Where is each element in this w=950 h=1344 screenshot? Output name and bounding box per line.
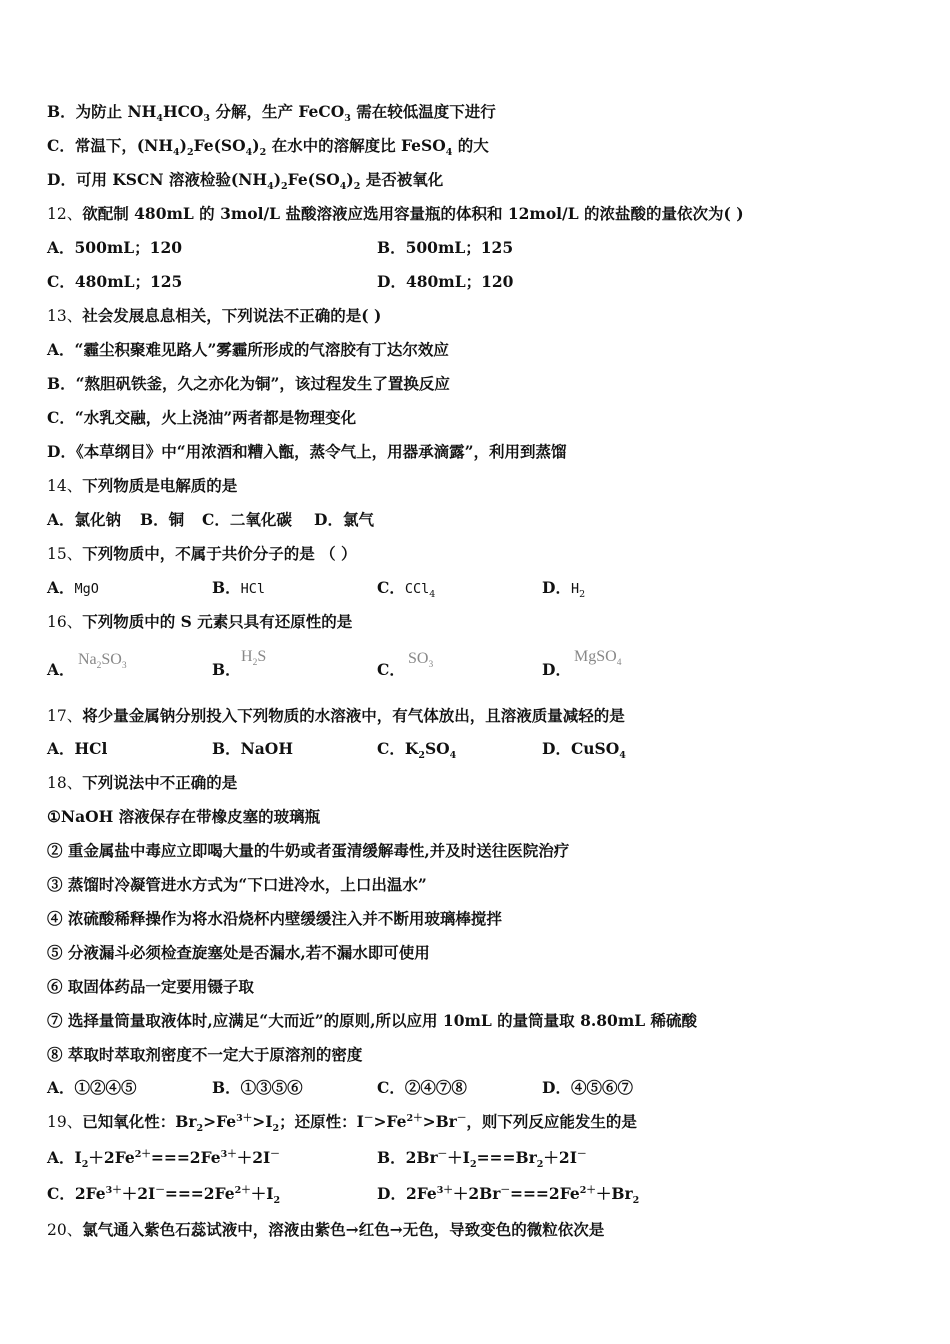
- q16-option-a-label: A．: [47, 660, 75, 679]
- q18-option-a: A．①②④⑤: [47, 1078, 137, 1097]
- q14-stem: 14、下列物质是电解质的是: [47, 476, 238, 495]
- q13-option-b: B．“熬胆矾铁釜，久之亦化为铜”，该过程发生了置换反应: [47, 374, 450, 393]
- q16-option-b-label: B．: [212, 660, 241, 679]
- q19-option-d: D．$2Fe^{3+}+2Br^-===2Fe^{2+}+Br_2$: [377, 1184, 640, 1207]
- q14-option-d: D．氯气: [314, 510, 374, 529]
- q17-option-b: B．NaOH: [212, 739, 293, 758]
- q11-option-c: C．常温下，$(NH_4)_2Fe(SO_4)_2$ 在水中的溶解度比 FeSO$_4$ 的大: [47, 136, 489, 159]
- q18-statement-3: ③ 蒸馏时冷凝管进水方式为“下口进冷水，上口出温水”: [47, 875, 427, 894]
- question-number: 20、: [47, 1221, 83, 1239]
- q18-stem: 18、下列说法中不正确的是: [47, 773, 238, 792]
- q18-statement-8: ⑧ 萃取时萃取剂密度不一定大于原溶剂的密度: [47, 1045, 363, 1064]
- q18-statement-6: ⑥ 取固体药品一定要用镊子取: [47, 977, 254, 996]
- q15-option-c: C．CCl$_4$: [377, 578, 436, 601]
- q12-option-d: D．480mL；120: [377, 272, 514, 291]
- q13-option-d: D．《本草纲目》中“用浓酒和糟入甑，蒸令气上，用器承滴露”，利用到蒸馏: [47, 442, 567, 461]
- q16-option-c-label: C．: [377, 660, 405, 679]
- question-number: 14、: [47, 477, 83, 495]
- q18-statement-7: ⑦ 选择量筒量取液体时,应满足“大而近”的原则,所以应用 10mL 的量筒量取 8.80mL 稀硫酸: [47, 1011, 698, 1030]
- q18-option-b: B．①③⑤⑥: [212, 1078, 303, 1097]
- q19-stem: 19、已知氧化性：$Br_2>Fe^{3+}>I_2$；还原性：$I^->Fe^{2+}>Br^-$，则下列反应能发生的是: [47, 1112, 637, 1135]
- q18-option-d: D．④⑤⑥⑦: [542, 1078, 633, 1097]
- q15-stem: 15、下列物质中，不属于共价分子的是 （ ）: [47, 544, 357, 563]
- q12-option-b: B．500mL；125: [377, 238, 514, 257]
- q19-option-c: C．$2Fe^{3+}+2I^-===2Fe^{2+}+I_2$: [47, 1184, 281, 1207]
- question-number: 15、: [47, 545, 83, 563]
- q12-stem: 12、欲配制 480mL 的 3mol/L 盐酸溶液应选用容量瓶的体积和 12mol/L 的浓盐酸的量依次为( ): [47, 204, 744, 223]
- q17-stem: 17、将少量金属钠分别投入下列物质的水溶液中，有气体放出，且溶液质量减轻的是: [47, 706, 625, 725]
- q16-stem: 16、下列物质中的 S 元素只具有还原性的是: [47, 612, 353, 631]
- q16-option-d-formula: MgSO$_4$: [574, 648, 622, 669]
- q16-option-c-formula: $SO_3$: [408, 650, 434, 671]
- q15-option-b: B．HCl: [212, 578, 265, 597]
- q12-option-c: C．480mL；125: [47, 272, 183, 291]
- q13-option-a: A．“霾尘积聚难见路人”雾霾所形成的气溶胶有丁达尔效应: [47, 340, 449, 359]
- question-number: 18、: [47, 774, 83, 792]
- q20-stem: 20、氯气通入紫色石蕊试液中，溶液由紫色→红色→无色，导致变色的微粒依次是: [47, 1220, 605, 1239]
- q18-statement-5: ⑤ 分液漏斗必须检查旋塞处是否漏水,若不漏水即可使用: [47, 943, 430, 962]
- q12-option-a: A．500mL；120: [47, 238, 183, 257]
- q14-option-a: A．氯化钠: [47, 510, 122, 529]
- q18-statement-2: ② 重金属盐中毒应立即喝大量的牛奶或者蛋清缓解毒性,并及时送往医院治疗: [47, 841, 570, 860]
- question-number: 12、: [47, 205, 83, 223]
- q17-option-d: D．CuSO$_4$: [542, 739, 626, 762]
- q17-option-c: C．$K_2SO_4$: [377, 739, 457, 762]
- q15-option-d: D．$H_2$: [542, 578, 586, 601]
- question-number: 13、: [47, 307, 83, 325]
- q15-option-a: A．MgO: [47, 578, 99, 597]
- q18-option-c: C．②④⑦⑧: [377, 1078, 467, 1097]
- q13-option-c: C．“水乳交融，火上浇油”两者都是物理变化: [47, 408, 357, 427]
- q11-option-d: D．可用 KSCN 溶液检验$(NH_4)_2Fe(SO_4)_2$ 是否被氧化: [47, 170, 444, 193]
- q17-option-a: A．HCl: [47, 739, 108, 758]
- q11-option-b: B．为防止 $NH_4HCO_3$ 分解，生产 FeCO$_3$ 需在较低温度下进行: [47, 102, 496, 125]
- q16-option-b-formula: $H_2S$: [241, 648, 267, 669]
- q19-option-a: A．$I_2+2Fe^{2+}===2Fe^{3+}+2I^-$: [47, 1148, 280, 1171]
- q14-option-b: B．铜: [140, 510, 185, 529]
- question-number: 16、: [47, 613, 83, 631]
- question-number: 17、: [47, 707, 83, 725]
- question-number: 19、: [47, 1113, 83, 1131]
- q18-statement-4: ④ 浓硫酸稀释操作为将水沿烧杯内壁缓缓注入并不断用玻璃棒搅拌: [47, 909, 502, 928]
- q18-statement-1: ①NaOH 溶液保存在带橡皮塞的玻璃瓶: [47, 807, 321, 826]
- q13-stem: 13、社会发展息息相关，下列说法不正确的是( ): [47, 306, 382, 325]
- q16-option-d-label: D．: [542, 660, 571, 679]
- q19-option-b: B．$2Br^-+I_2===Br_2+2I^-$: [377, 1148, 587, 1171]
- q14-option-c: C．二氧化碳: [202, 510, 292, 529]
- q16-option-a-formula: $Na_2SO_3$: [78, 651, 127, 672]
